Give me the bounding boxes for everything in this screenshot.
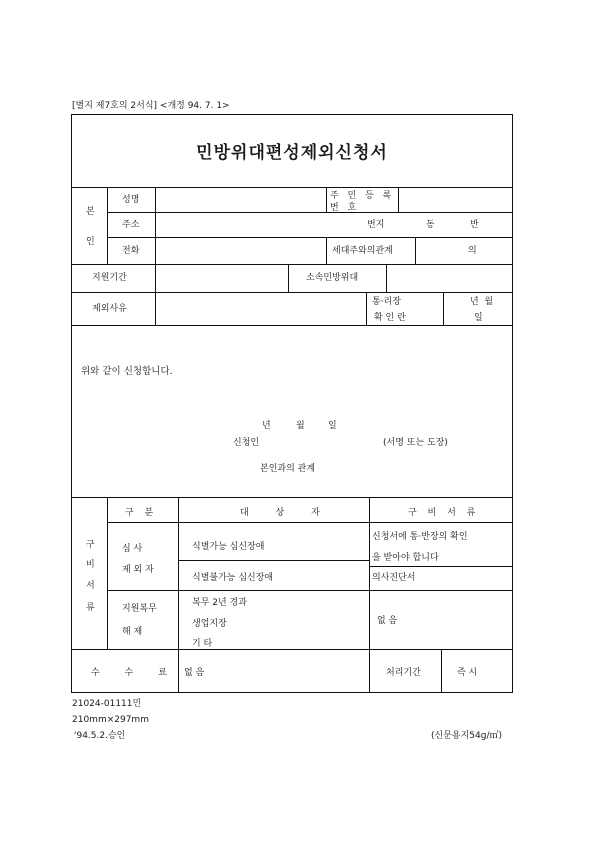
address-ban-label: 반 xyxy=(470,220,479,230)
rule xyxy=(366,292,367,325)
rule xyxy=(326,187,327,212)
applicant-section-label: 본 xyxy=(86,207,95,217)
documents-section-label: 구 xyxy=(86,540,95,550)
processing-value: 즉 시 xyxy=(457,668,478,678)
date-day: 일 xyxy=(328,421,337,431)
rule xyxy=(107,590,513,591)
rule xyxy=(178,497,179,650)
rule xyxy=(288,264,289,292)
fee-label: 수 수 료 xyxy=(91,668,178,678)
rule xyxy=(369,649,370,693)
address-label: 주소 xyxy=(122,220,140,230)
rule xyxy=(71,649,513,650)
date-year: 년 xyxy=(262,421,271,431)
rule xyxy=(107,187,108,265)
phone-field[interactable] xyxy=(156,238,325,263)
footer-approval: '94.5.2.승인 xyxy=(74,731,126,741)
category-exempt: 심 사 xyxy=(122,544,143,554)
name-label: 성명 xyxy=(122,195,140,205)
form-title: 민방위대편성제외신청서 xyxy=(196,143,388,163)
target-row: 기 타 xyxy=(192,639,213,649)
sign-note: (서명 또는 도장) xyxy=(383,438,448,448)
rule xyxy=(369,566,513,567)
confirm-date: 년 월 xyxy=(470,297,494,307)
target-row: 식별불가능 심신장애 xyxy=(192,573,274,583)
rrn-label: 주 민 등 록 번 호 xyxy=(330,191,395,213)
applicant-section-label: 인 xyxy=(86,237,95,247)
confirm-label: 확 인 란 xyxy=(374,313,406,323)
documents-header-docs: 구 비 서 류 xyxy=(408,508,480,518)
relation-label: 본인과의 관계 xyxy=(260,464,316,474)
frame-left xyxy=(71,114,72,693)
category-release: 해 제 xyxy=(122,627,143,637)
confirm-date: 일 xyxy=(474,313,483,323)
exemption-reason-label: 제외사유 xyxy=(92,304,127,314)
rule xyxy=(415,237,416,264)
address-lot-label: 번지 xyxy=(367,220,385,230)
date-month: 월 xyxy=(296,421,305,431)
exemption-reason-field[interactable] xyxy=(156,293,365,324)
household-relation-label: 세대주와의관계 xyxy=(332,246,393,256)
confirm-label: 통·리장 xyxy=(372,297,401,307)
docs-row: 없 음 xyxy=(377,616,398,626)
fee-value: 없 음 xyxy=(184,668,205,678)
category-release: 지원복무 xyxy=(122,604,157,614)
rule xyxy=(178,649,179,693)
rule xyxy=(326,237,327,264)
address-dong-label: 동 xyxy=(426,220,435,230)
applicant-sign-label: 신청인 xyxy=(233,438,260,448)
category-exempt: 제 외 자 xyxy=(122,565,154,575)
address-field[interactable] xyxy=(156,213,512,236)
documents-section-label: 류 xyxy=(86,603,95,613)
target-row: 복무 2년 경과 xyxy=(192,598,247,608)
statement: 위와 같이 신청합니다. xyxy=(81,366,173,377)
rule xyxy=(71,497,513,498)
documents-header-target: 대 상 자 xyxy=(240,508,332,518)
rule xyxy=(71,325,513,326)
rule xyxy=(443,292,444,325)
household-relation-suffix: 의 xyxy=(468,246,477,256)
rule xyxy=(178,560,369,561)
docs-row: 신청서에 통·반장의 확인 xyxy=(372,532,468,542)
unit-label: 소속민방위대 xyxy=(306,273,359,283)
unit-field[interactable] xyxy=(387,265,511,291)
phone-label: 전화 xyxy=(122,246,140,256)
footer-paper-size: 210mm×297mm xyxy=(72,715,149,725)
rule xyxy=(107,497,108,650)
documents-section-label: 서 xyxy=(86,581,95,591)
documents-header-category: 구 분 xyxy=(125,508,158,518)
name-field[interactable] xyxy=(156,188,325,211)
frame-bottom xyxy=(71,692,513,693)
docs-row: 의사진단서 xyxy=(372,573,416,583)
footer-form-code: 21024-01111민 xyxy=(72,699,142,709)
frame-right xyxy=(512,114,513,693)
documents-section-label: 비 xyxy=(86,560,95,570)
target-row: 식별가능 심신장애 xyxy=(192,542,265,552)
support-period-label: 지원기간 xyxy=(92,273,127,283)
target-row: 생업지장 xyxy=(192,619,227,629)
rule xyxy=(441,649,442,693)
footer-paper-type: (신문용지54g/㎡) xyxy=(431,731,502,741)
rule xyxy=(369,497,370,650)
docs-row: 을 받아야 합니다 xyxy=(372,553,439,563)
rule xyxy=(107,522,513,523)
rrn-field[interactable] xyxy=(399,188,511,211)
form-header-note: [별지 제7호의 2서식] <개정 94. 7. 1> xyxy=(72,101,230,111)
support-period-field[interactable] xyxy=(156,265,287,291)
frame-top xyxy=(71,114,513,115)
processing-label: 처리기간 xyxy=(386,668,421,678)
